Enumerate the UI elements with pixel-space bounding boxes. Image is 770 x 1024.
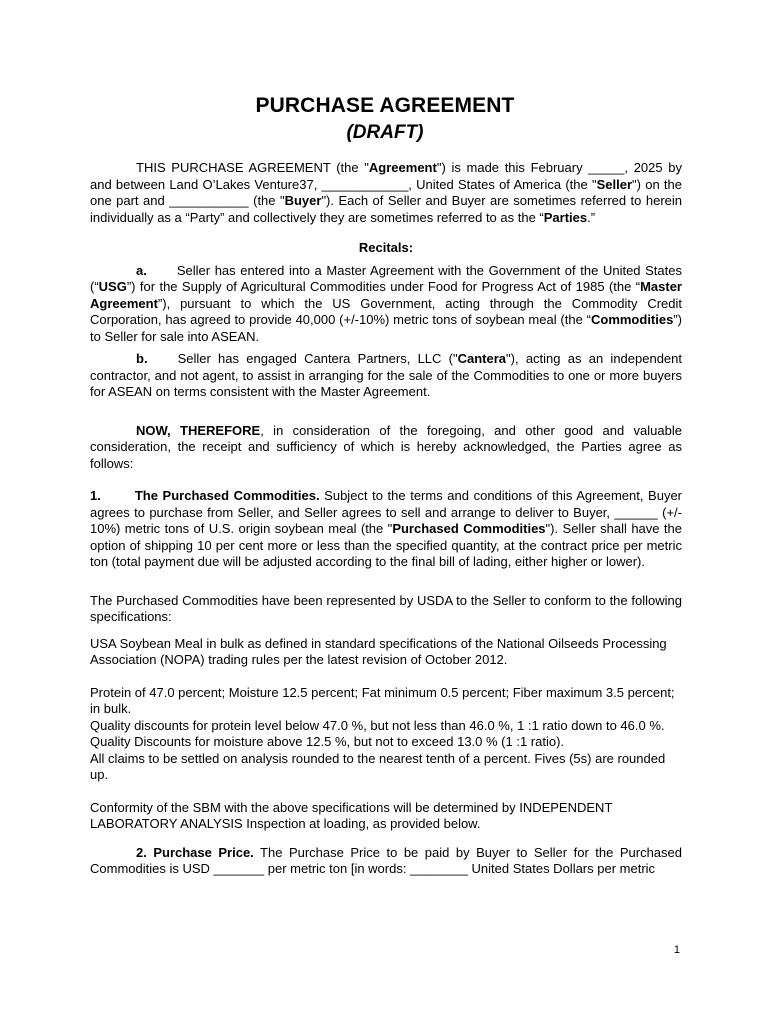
recitals-heading: Recitals: (358, 240, 414, 255)
specifications-intro: The Purchased Commodities have been represented by USDA to the Seller to conform to the following specifications: (90, 592, 682, 624)
page-subtitle: (DRAFT) (346, 122, 424, 143)
spec-line: Protein of 47.0 percent; Moisture 12.5 percent; Fat minimum 0.5 percent; Fiber maximum 3.5 percent; in bulk. (90, 684, 675, 716)
recital-a: a. Seller has entered into a Master Agreement with the Government of the United States (“USG”) for the Supply of Agricultural Commodities under Food for Progress Act of 1985 (the “Master Agreement”), pursuant to which the US Government, acting through the Commodity Credit Corporation, has agreed to provide 40,000 (+/-10%) metric tons of soybean meal (the “Commodities”) to Seller for sale into ASEAN. (90, 262, 682, 344)
intro-paragraph: THIS PURCHASE AGREEMENT (the "Agreement") is made this February _____, 2025 by and between Land O’Lakes Venture37, ____________, United States of America (the "Seller") on the one part and ___________ (the "Buyer"). Each of Seller and Buyer are sometimes referred to herein individually as a “Party” and collectively they are sometimes referred to as the “Parties.” (90, 160, 683, 225)
section-2: 2. Purchase Price. The Purchase Price to be paid by Buyer to Seller for the Purchased Commodities is USD _______ per metric ton [in words: ________ United States Dollars per metric (90, 844, 682, 876)
now-therefore-paragraph: NOW, THEREFORE, in consideration of the foregoing, and other good and valuable consideration, the receipt and sufficiency of which is hereby acknowledged, the Parties agree as follows: (90, 422, 682, 471)
page-number: 1 (673, 944, 680, 956)
page-title: PURCHASE AGREEMENT (255, 94, 515, 117)
conformity-paragraph: Conformity of the SBM with the above specifications will be determined by INDEPENDENT LABORATORY ANALYSIS Inspection at loading, as provided below. (90, 799, 613, 831)
specifications-nopa: USA Soybean Meal in bulk as defined in standard specifications of the National Oilseeds Processing Association (NOPA) trading rules per the latest revision of October 2012. (90, 635, 667, 667)
spec-line: All claims to be settled on analysis rounded to the nearest tenth of a percent. Fives (5s) are rounded up. (90, 750, 666, 782)
document-body (90, 160, 682, 878)
spec-line: Quality Discounts for moisture above 12.5 %, but not to exceed 13.0 % (1 :1 ratio). (90, 734, 565, 749)
section-1: 1. The Purchased Commodities. Subject to the terms and conditions of this Agreement, Buyer agrees to purchase from Seller, and Seller agrees to sell and arrange to deliver to Buyer, ______ (+/- 10%) metric tons of U.S. origin soybean meal (the "Purchased Commodities"). Seller shall have the option of shipping 10 per cent more or less than the specified quantity, at the contract price per metric ton (total payment due will be adjusted according to the final bill of lading, either higher or lower). (90, 488, 683, 569)
recital-b: b. Seller has engaged Cantera Partners, LLC ("Cantera"), acting as an independent contractor, and not agent, to assist in arranging for the sale of the Commodities to one or more buyers for ASEAN on terms consistent with the Master Agreement. (90, 351, 683, 399)
spec-line: Quality discounts for protein level below 47.0 %, but not less than 46.0 %, 1 :1 ratio down to 46.0 %. (90, 717, 665, 733)
specifications-list (90, 685, 682, 784)
